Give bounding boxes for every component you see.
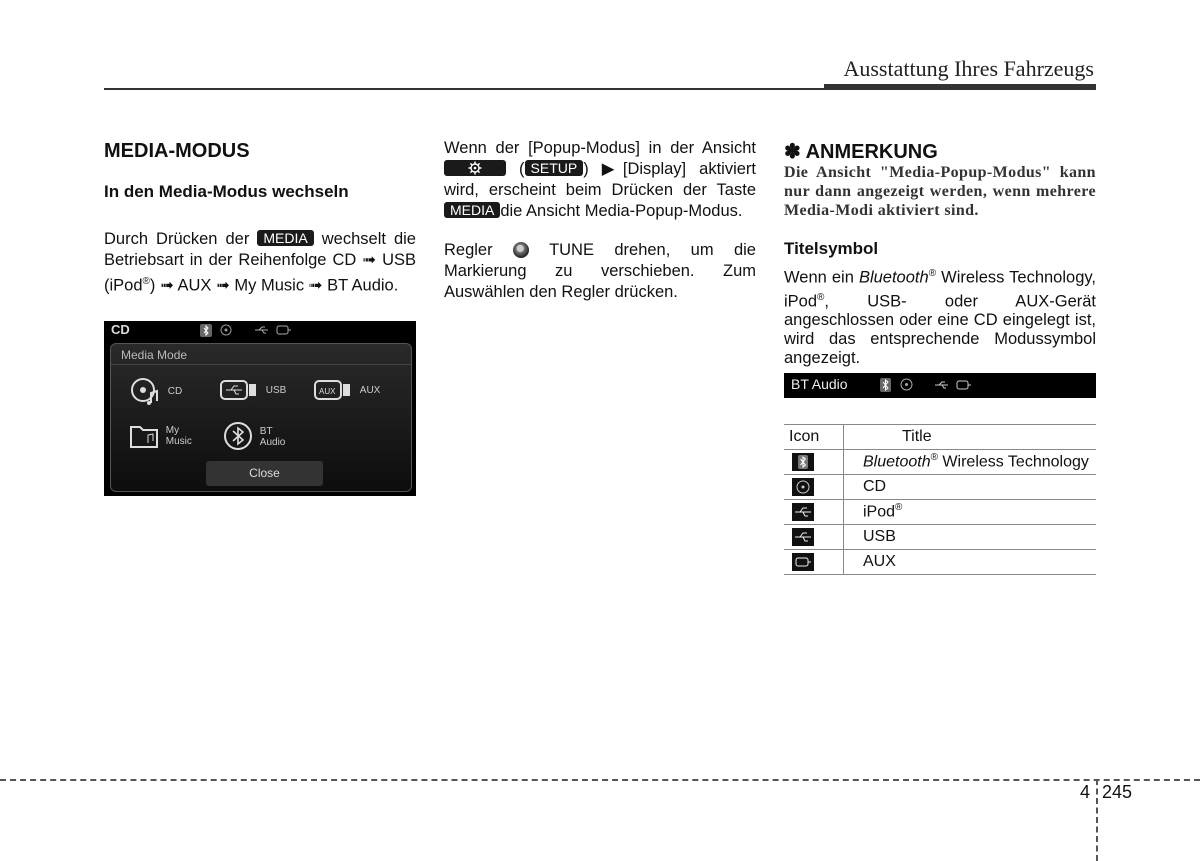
table-cell-title: AUX [844, 550, 1097, 575]
usb-icon [219, 375, 259, 405]
media-option-label: USB [265, 384, 287, 396]
status-mode-label: BT Audio [791, 376, 848, 392]
page-number: 245 [1102, 782, 1133, 802]
usb-icon [792, 503, 814, 521]
aux-icon [276, 325, 292, 335]
status-mode-label: CD [111, 322, 130, 337]
table-cell-icon [784, 550, 844, 575]
tune-paragraph [444, 240, 756, 303]
table-cell-title [844, 450, 1097, 475]
icon-table [784, 424, 1096, 575]
table-cell-title: USB [844, 525, 1097, 550]
media-mode-screen [104, 321, 416, 496]
table-cell-icon [784, 500, 844, 525]
bluetooth-icon [200, 324, 212, 337]
text-run: Wenn ein [784, 268, 854, 287]
table-row [784, 475, 1096, 500]
title-icon-paragraph [784, 264, 1096, 368]
media-option-bt-audio[interactable] [223, 421, 285, 453]
media-mode-dialog [110, 343, 412, 492]
note-body: Die Ansicht "Media-Popup-Modus" kann nur dann angezeigt werden, wenn mehrere Media-Modi aktiviert sind. [784, 164, 1096, 219]
bluetooth-word: Bluetooth [858, 268, 929, 287]
media-option-usb[interactable] [219, 375, 286, 405]
text-run: ) ▶[Display] aktiviert wird, erscheint beim Drücken der Taste [444, 160, 756, 199]
cd-icon [792, 478, 814, 496]
media-option-label: CD [167, 385, 183, 397]
folder-music-icon [129, 421, 161, 451]
text-run: die Ansicht Media-Popup-Modus. [500, 202, 743, 220]
column-header-title: Title [844, 425, 1097, 450]
text-run: ( [519, 160, 525, 178]
registered-mark: ® [928, 268, 937, 279]
text-run: Wenn der [Popup-Modus] in der Ansicht [444, 139, 756, 157]
aux-icon [956, 379, 972, 391]
text-run: ) ➟ AUX ➟ My Music ➟ BT Audio. [149, 276, 399, 295]
text-run: TUNE drehen, um die Markierung zu verschieben. Zum Auswählen den Regler drücken. [444, 241, 756, 301]
title-text: iPod [863, 503, 896, 521]
registered-mark: ® [142, 276, 150, 287]
svg-text:AUX: AUX [319, 387, 336, 396]
label-line: BT [259, 426, 273, 437]
media-option-my-music[interactable] [129, 421, 192, 451]
text-run: Durch Drücken der [104, 230, 250, 248]
status-bar [104, 321, 416, 339]
media-key-chip: MEDIA [444, 202, 500, 218]
column-header-icon: Icon [784, 425, 844, 450]
footer-vertical-divider [1096, 779, 1098, 861]
registered-mark: ® [895, 502, 903, 514]
table-cell-icon [784, 450, 844, 475]
bt-audio-status-bar [784, 373, 1096, 398]
aux-icon [313, 375, 353, 405]
bluetooth-icon [880, 378, 891, 392]
table-cell-icon [784, 525, 844, 550]
table-cell-title [844, 500, 1097, 525]
footer-divider [0, 779, 1200, 781]
media-key-chip: MEDIA [257, 230, 313, 246]
bluetooth-icon [792, 453, 814, 471]
page-header-title: Ausstattung Ihres Fahrzeugs [843, 56, 1094, 81]
media-option-label: AUX [359, 384, 381, 396]
title-text: Wireless Technology [937, 453, 1089, 471]
header-rule-accent [824, 84, 1096, 90]
text-run: Regler [444, 241, 493, 259]
popup-mode-paragraph [444, 138, 756, 222]
setup-key-chip: SETUP [525, 160, 584, 176]
bluetooth-icon [223, 421, 255, 453]
table-row [784, 450, 1096, 475]
text-run: wechselt die Betriebsart in der Reihenfolge CD ➟ USB (iPod [104, 230, 416, 295]
chapter-number: 4 [1080, 782, 1091, 802]
dialog-title: Media Mode [121, 348, 188, 362]
media-option-cd[interactable] [129, 375, 182, 407]
usb-icon [934, 380, 950, 390]
media-option-label [166, 425, 192, 447]
text-run: Wireless Technology, iPod [784, 268, 1096, 310]
registered-mark: ® [817, 291, 825, 303]
table-row [784, 550, 1096, 575]
table-header-row [784, 425, 1096, 450]
section-heading: MEDIA-MODUS [104, 140, 250, 162]
cd-icon [900, 378, 913, 391]
aux-icon [792, 553, 814, 571]
label-line: Music [165, 436, 192, 447]
media-option-label [260, 426, 286, 448]
title-italic: Bluetooth [863, 453, 931, 471]
text-run: , USB- oder AUX-Gerät angeschlossen oder eine CD eingelegt ist, wird das entsprechende Modussymbol angezeigt. [784, 292, 1096, 367]
setup-gear-chip [444, 160, 506, 176]
label-line: Audio [259, 437, 286, 448]
note-title: ✽ ANMERKUNG [784, 141, 938, 163]
intro-paragraph [104, 229, 416, 297]
table-row [784, 500, 1096, 525]
close-button[interactable]: Close [206, 461, 323, 486]
cd-icon [220, 324, 232, 336]
usb-icon [792, 528, 814, 546]
registered-mark: ® [930, 452, 938, 464]
table-cell-title: CD [844, 475, 1097, 500]
cd-music-icon [129, 375, 161, 407]
table-cell-icon [784, 475, 844, 500]
media-option-aux[interactable] [313, 375, 380, 405]
dialog-divider [111, 364, 411, 365]
subsection-heading: In den Media-Modus wechseln [104, 182, 349, 201]
usb-icon [254, 325, 270, 335]
table-row [784, 525, 1096, 550]
title-icon-heading: Titelsymbol [784, 239, 879, 258]
tune-knob-icon [513, 242, 529, 258]
label-line: My [165, 425, 180, 436]
gear-icon [468, 161, 482, 175]
